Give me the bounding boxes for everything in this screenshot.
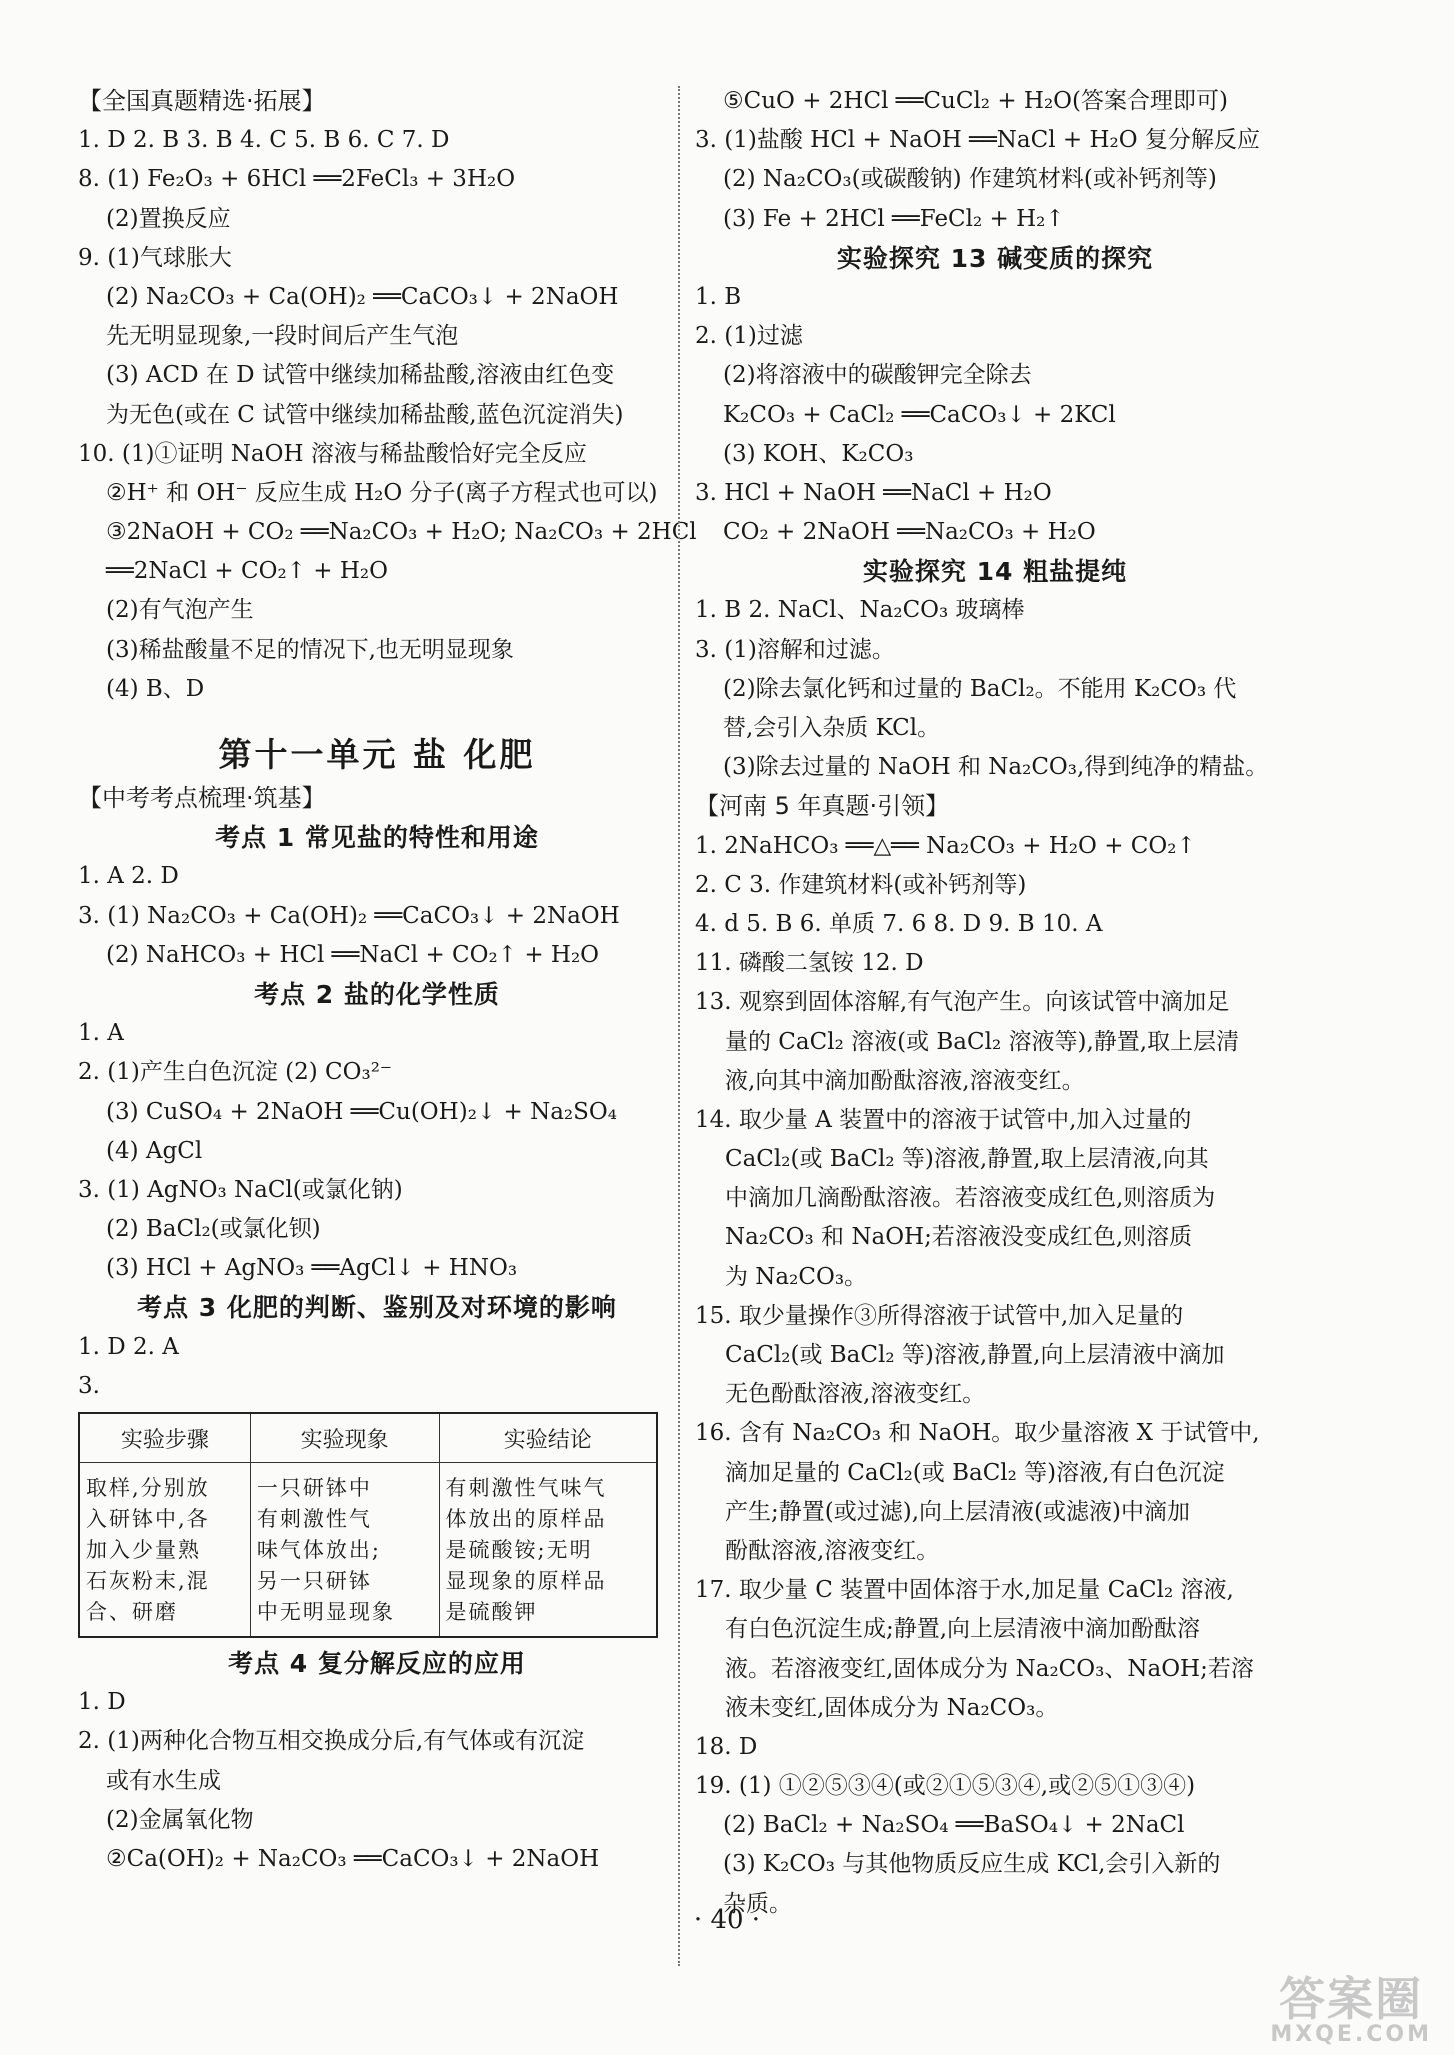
answer-line: 中滴加几滴酚酞溶液。若溶液变成红色,则溶质为 [725,1185,1216,1212]
answer-line: 3. (1)盐酸 HCl + NaOH ══NaCl + H₂O 复分解反应 [695,127,1260,154]
answer-line: 为 Na₂CO₃。 [725,1263,868,1290]
answer-line: 先无明显现象,一段时间后产生气泡 [106,323,459,350]
answer-line: 1. D 2. B 3. B 4. C 5. B 6. C 7. D [78,127,450,154]
answer-line: CaCl₂(或 BaCl₂ 等)溶液,静置,向上层清液中滴加 [725,1342,1225,1368]
answer-line: 3. (1) AgNO₃ NaCl(或氯化钠) [78,1176,403,1203]
table-header: 实验现象 [250,1413,439,1463]
answer-line: 3. HCl + NaOH ══NaCl + H₂O [695,479,1052,506]
answer-line: 2. (1)产生白色沉淀 (2) CO₃²⁻ [78,1059,393,1086]
answer-line: 14. 取少量 A 装置中的溶液于试管中,加入过量的 [695,1106,1192,1133]
answer-line: 液,向其中滴加酚酞溶液,溶液变红。 [725,1067,1085,1094]
bracket-heading: 【河南 5 年真题·引领】 [695,792,950,821]
table-cell: 有刺激性气味气 体放出的原样品 是硫酸铵;无明 显现象的原样品 是硫酸钾 [439,1463,657,1638]
answer-line: ══2NaCl + CO₂↑ + H₂O [106,558,388,585]
answer-line: 11. 磷酸二氢铵 12. D [695,950,924,977]
answer-line: 酚酞溶液,溶液变红。 [725,1537,940,1564]
answer-line: 1. A 2. D [78,863,179,890]
answer-line: (3) K₂CO₃ 与其他物质反应生成 KCl,会引入新的 [723,1851,1221,1878]
table-row [79,1463,657,1638]
answer-line: 10. (1)①证明 NaOH 溶液与稀盐酸恰好完全反应 [78,440,587,467]
page-number: · 40 · [693,1905,761,1935]
answer-line: 2. C 3. 作建筑材料(或补钙剂等) [695,871,1027,898]
answer-line: 产生;静置(或过滤),向上层清液(或滤液)中滴加 [725,1498,1190,1525]
answer-line: ②Ca(OH)₂ + Na₂CO₃ ══CaCO₃↓ + 2NaOH [106,1845,600,1872]
bracket-heading: 【全国真题精选·拓展】 [78,87,326,115]
section-heading: 实验探究 14 粗盐提纯 [862,557,1128,587]
answer-line: 液未变红,固体成分为 Na₂CO₃。 [725,1694,1059,1721]
answer-line: (2)除去氯化钙和过量的 BaCl₂。不能用 K₂CO₃ 代 [723,675,1237,702]
answer-line: 液。若溶液变红,固体成分为 Na₂CO₃、NaOH;若溶 [725,1655,1254,1682]
answer-line: 1. A [78,1020,124,1047]
answer-line: 1. D [78,1689,126,1716]
answer-line: 17. 取少量 C 装置中固体溶于水,加足量 CaCl₂ 溶液, [695,1577,1234,1604]
answer-line: 无色酚酞溶液,溶液变红。 [725,1381,986,1408]
answer-line: CO₂ + 2NaOH ══Na₂CO₃ + H₂O [723,519,1096,546]
table-cell: 一只研钵中 有刺激性气 味气体放出; 另一只研钵 中无明显现象 [250,1463,439,1638]
watermark-domain: MXQE.COM [1270,2022,1432,2047]
answer-line: (4) B、D [106,675,205,702]
answer-line: (2)将溶液中的碳酸钾完全除去 [723,362,1032,389]
answer-line: K₂CO₃ + CaCl₂ ══CaCO₃↓ + 2KCl [723,401,1116,428]
answer-line: 1. D 2. A [78,1333,179,1360]
answer-line: (2) BaCl₂ + Na₂SO₄ ══BaSO₄↓ + 2NaCl [723,1812,1185,1839]
left-column [78,82,697,1879]
answer-line: 16. 含有 Na₂CO₃ 和 NaOH。取少量溶液 X 于试管中, [695,1420,1260,1447]
unit-title: 第十一单元 盐 化肥 [218,735,536,774]
answer-line: 杂质。 [723,1890,792,1917]
answer-line: 为无色(或在 C 试管中继续加稀盐酸,蓝色沉淀消失) [106,401,624,428]
answer-line: (2) NaHCO₃ + HCl ══NaCl + CO₂↑ + H₂O [106,941,600,968]
table-header: 实验步骤 [79,1413,250,1463]
answer-line: (2)有气泡产生 [106,597,254,624]
answer-line: 2. (1)过滤 [695,323,803,350]
answer-line: (3) KOH、K₂CO₃ [723,440,914,467]
answer-line: 18. D [695,1733,758,1760]
answer-line: ②H⁺ 和 OH⁻ 反应生成 H₂O 分子(离子方程式也可以) [106,479,658,506]
answer-line: 或有水生成 [106,1767,221,1794]
section-heading: 考点 1 常见盐的特性和用途 [215,823,539,853]
table-cell: 取样,分别放 入研钵中,各 加入少量熟 石灰粉末,混 合、研磨 [79,1463,250,1638]
watermark-logo [1270,1972,1432,2047]
answer-line: ⑤CuO + 2HCl ══CuCl₂ + H₂O(答案合理即可) [723,88,1228,114]
answer-line: 1. 2NaHCO₃ ══△══ Na₂CO₃ + H₂O + CO₂↑ [695,832,1196,859]
section-heading: 考点 4 复分解反应的应用 [228,1649,526,1678]
answer-line: 8. (1) Fe₂O₃ + 6HCl ══2FeCl₃ + 3H₂O [78,166,516,193]
answer-line: (2) BaCl₂(或氯化钡) [106,1216,321,1243]
answer-line: (3) CuSO₄ + 2NaOH ══Cu(OH)₂↓ + Na₂SO₄ [106,1098,617,1125]
answer-line: 3. (1)溶解和过滤。 [695,636,895,663]
answer-line: 滴加足量的 CaCl₂(或 BaCl₂ 等)溶液,有白色沉淀 [725,1459,1225,1486]
answer-line: 19. (1) ①②⑤③④(或②①⑤③④,或②⑤①③④) [695,1773,1196,1800]
bracket-heading: 【中考考点梳理·筑基】 [78,784,326,812]
answer-line: (2)置换反应 [106,205,231,232]
answer-line: 有白色沉淀生成;静置,向上层清液中滴加酚酞溶 [725,1616,1201,1643]
watermark-text: 答案圈 [1279,1972,1424,2026]
answer-line: Na₂CO₃ 和 NaOH;若溶液没变成红色,则溶质 [725,1224,1193,1251]
answer-line: 量的 CaCl₂ 溶液(或 BaCl₂ 溶液等),静置,取上层清 [725,1028,1240,1055]
answer-line: 13. 观察到固体溶解,有气泡产生。向该试管中滴加足 [695,989,1230,1016]
answer-line: (2) Na₂CO₃ + Ca(OH)₂ ══CaCO₃↓ + 2NaOH [106,283,619,310]
answer-line: (3) HCl + AgNO₃ ══AgCl↓ + HNO₃ [106,1255,518,1282]
answer-line: 1. B [695,283,742,310]
column-divider [678,86,680,1966]
answer-line: (4) AgCl [106,1137,203,1164]
answer-line: (3) ACD 在 D 试管中继续加稀盐酸,溶液由红色变 [106,362,615,389]
answer-line: (3) Fe + 2HCl ══FeCl₂ + H₂↑ [723,205,1065,232]
answer-line: 15. 取少量操作③所得溶液于试管中,加入足量的 [695,1302,1184,1329]
answer-line: 替,会引入杂质 KCl。 [723,715,941,741]
answer-line: 4. d 5. B 6. 单质 7. 6 8. D 9. B 10. A [695,910,1103,937]
section-heading: 实验探究 13 碱变质的探究 [836,243,1154,273]
answer-line: 1. B 2. NaCl、Na₂CO₃ 玻璃棒 [695,597,1025,624]
answer-line: (2)金属氧化物 [106,1806,254,1833]
section-heading: 考点 3 化肥的判断、鉴别及对环境的影响 [137,1293,617,1323]
answer-line: 2. (1)两种化合物互相交换成分后,有气体或有沉淀 [78,1728,585,1755]
answer-line: (3)稀盐酸量不足的情况下,也无明显现象 [106,636,514,663]
right-column [695,82,1295,1924]
answer-line: 9. (1)气球胀大 [78,244,232,271]
answer-line: (3)除去过量的 NaOH 和 Na₂CO₃,得到纯净的精盐。 [723,754,1269,781]
answer-line: 3. [78,1372,100,1399]
section-heading: 考点 2 盐的化学性质 [254,979,500,1009]
answer-line: CaCl₂(或 BaCl₂ 等)溶液,静置,取上层清液,向其 [725,1146,1209,1173]
answer-line: 3. (1) Na₂CO₃ + Ca(OH)₂ ══CaCO₃↓ + 2NaOH [78,902,620,929]
table-header: 实验结论 [439,1413,657,1463]
answer-line: ③2NaOH + CO₂ ══Na₂CO₃ + H₂O; Na₂CO₃ + 2HCl [106,519,697,546]
answer-table [78,1412,658,1638]
answer-line: (2) Na₂CO₃(或碳酸钠) 作建筑材料(或补钙剂等) [723,166,1217,193]
